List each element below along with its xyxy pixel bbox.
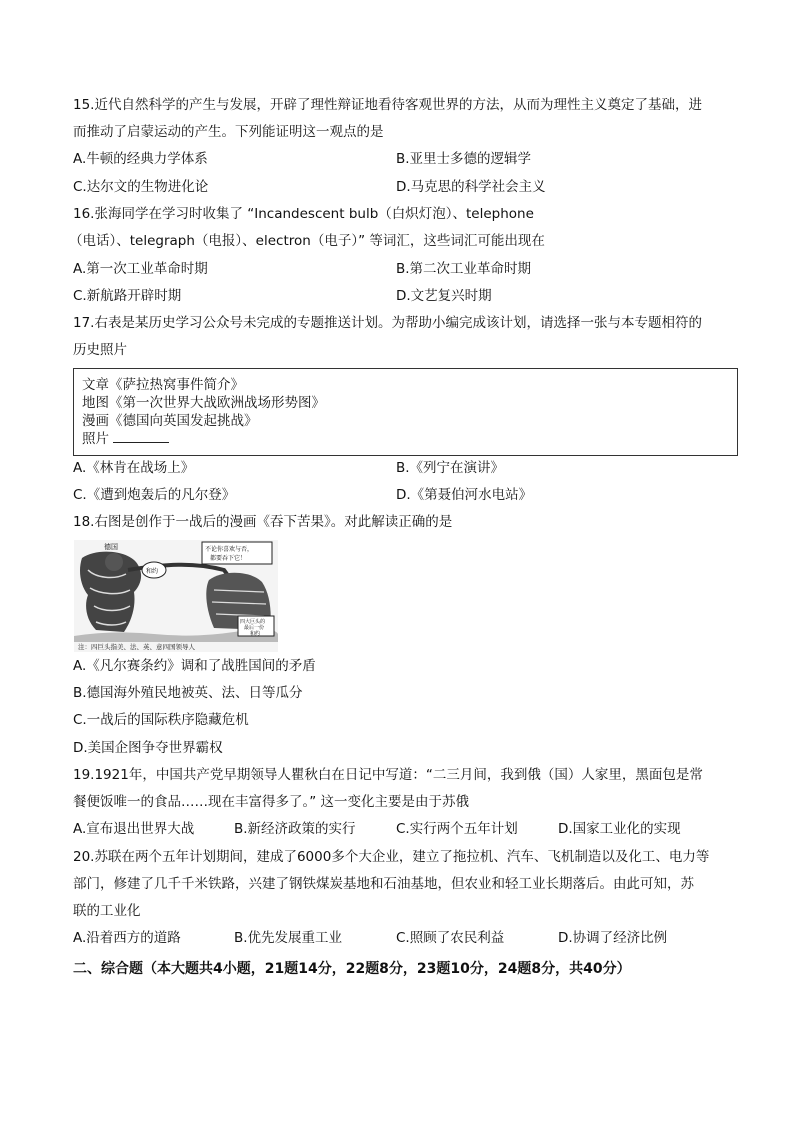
cartoon-bubble-line1: 不论你喜欢与否， xyxy=(205,546,254,553)
q15-option-b: B.亚里士多德的逻辑学 xyxy=(396,151,532,167)
q18-option-b: B.德国海外殖民地被英、法、日等瓜分 xyxy=(73,685,303,701)
q20-stem-line3: 联的工业化 xyxy=(73,903,141,919)
q19-option-b: B.新经济政策的实行 xyxy=(234,821,356,837)
q16-option-d: D.文艺复兴时期 xyxy=(396,288,492,304)
q17-stem-line2: 历史照片 xyxy=(73,342,127,358)
q17-option-d: D.《第聂伯河水电站》 xyxy=(396,487,533,503)
q16-option-b: B.第二次工业革命时期 xyxy=(396,261,532,277)
cartoon-bubble-line2: 都要吞下它！ xyxy=(210,555,247,562)
cartoon-swallow-bitter-fruit xyxy=(74,540,278,652)
q18-option-c: C.一战后的国际秩序隐藏危机 xyxy=(73,712,249,728)
q19-stem-line2: 餐便饭唯一的食品……现在丰富得多了。” 这一变化主要是由于苏俄 xyxy=(73,794,470,810)
plan-row-photo xyxy=(82,430,169,448)
cartoon-label-peace: 和约 xyxy=(146,568,159,575)
q16-option-c: C.新航路开辟时期 xyxy=(73,288,182,304)
plan-row-article: 文章《萨拉热窝事件简介》 xyxy=(82,377,244,393)
q15-option-a: A.牛顿的经典力学体系 xyxy=(73,151,208,167)
q15-option-d: D.马克思的科学社会主义 xyxy=(396,179,546,195)
plan-row-cartoon: 漫画《德国向英国发起挑战》 xyxy=(82,413,258,429)
q19-stem-line1: 19.1921年，中国共产党早期领导人瞿秋白在日记中写道：“二三月间，我到俄（国）人家里，黑面包是常 xyxy=(73,767,703,783)
q20-stem-line2: 部门，修建了几千千米铁路，兴建了钢铁煤炭基地和石油基地，但农业和轻工业长期落后。由此可知，苏 xyxy=(73,876,694,892)
q18-stem: 18.右图是创作于一战后的漫画《吞下苦果》。对此解读正确的是 xyxy=(73,514,453,530)
cartoon-sign-line3: 和约 xyxy=(250,631,261,637)
fill-blank-line xyxy=(113,430,169,443)
plan-table xyxy=(73,368,738,456)
q15-stem-line1: 15.近代自然科学的产生与发展，开辟了理性辩证地看待客观世界的方法，从而为理性主义奠定了基础，进 xyxy=(73,97,702,113)
q16-option-a: A.第一次工业革命时期 xyxy=(73,261,208,277)
q19-option-a: A.宣布退出世界大战 xyxy=(73,821,195,837)
q19-option-c: C.实行两个五年计划 xyxy=(396,821,518,837)
cartoon-sign-line2: 最后一份 xyxy=(244,625,265,631)
q16-stem-line1: 16.张海同学在学习时收集了 “Incandescent bulb（白炽灯泡）、telephone xyxy=(73,206,534,222)
q17-stem-line1: 17.右表是某历史学习公众号未完成的专题推送计划。为帮助小编完成该计划，请选择一张与本专题相符的 xyxy=(73,315,702,331)
q17-option-a: A.《林肯在战场上》 xyxy=(73,460,195,476)
plan-row-photo-label: 照片 xyxy=(82,431,109,447)
q15-stem-line2: 而推动了启蒙运动的产生。下列能证明这一观点的是 xyxy=(73,124,384,140)
cartoon-sign-line1: 四大巨头的 xyxy=(240,619,266,625)
plan-row-map: 地图《第一次世界大战欧洲战场形势图》 xyxy=(82,395,325,411)
q15-option-c: C.达尔文的生物进化论 xyxy=(73,179,209,195)
q19-option-d: D.国家工业化的实现 xyxy=(558,821,681,837)
q20-option-c: C.照顾了农民利益 xyxy=(396,930,505,946)
section-2-heading: 二、综合题（本大题共4小题，21题14分，22题8分，23题10分，24题8分，共40分） xyxy=(73,961,631,977)
q17-option-c: C.《遭到炮轰后的凡尔登》 xyxy=(73,487,236,503)
cartoon-label-germany: 德国 xyxy=(104,543,118,551)
q18-option-a: A.《凡尔赛条约》调和了战胜国间的矛盾 xyxy=(73,658,316,674)
q16-stem-line2: （电话）、telegraph（电报）、electron（电子）” 等词汇，这些词汇可能出现在 xyxy=(69,233,545,249)
q20-option-a: A.沿着西方的道路 xyxy=(73,930,181,946)
q18-option-d: D.美国企图争夺世界霸权 xyxy=(73,740,223,756)
q20-stem-line1: 20.苏联在两个五年计划期间，建成了6000多个大企业，建立了拖拉机、汽车、飞机制造以及化工、电力等 xyxy=(73,849,710,865)
q20-option-b: B.优先发展重工业 xyxy=(234,930,343,946)
q20-option-d: D.协调了经济比例 xyxy=(558,930,668,946)
q17-option-b: B.《列宁在演讲》 xyxy=(396,460,505,476)
cartoon-caption: 注：四巨头指美、法、英、意四国领导人 xyxy=(78,643,195,651)
